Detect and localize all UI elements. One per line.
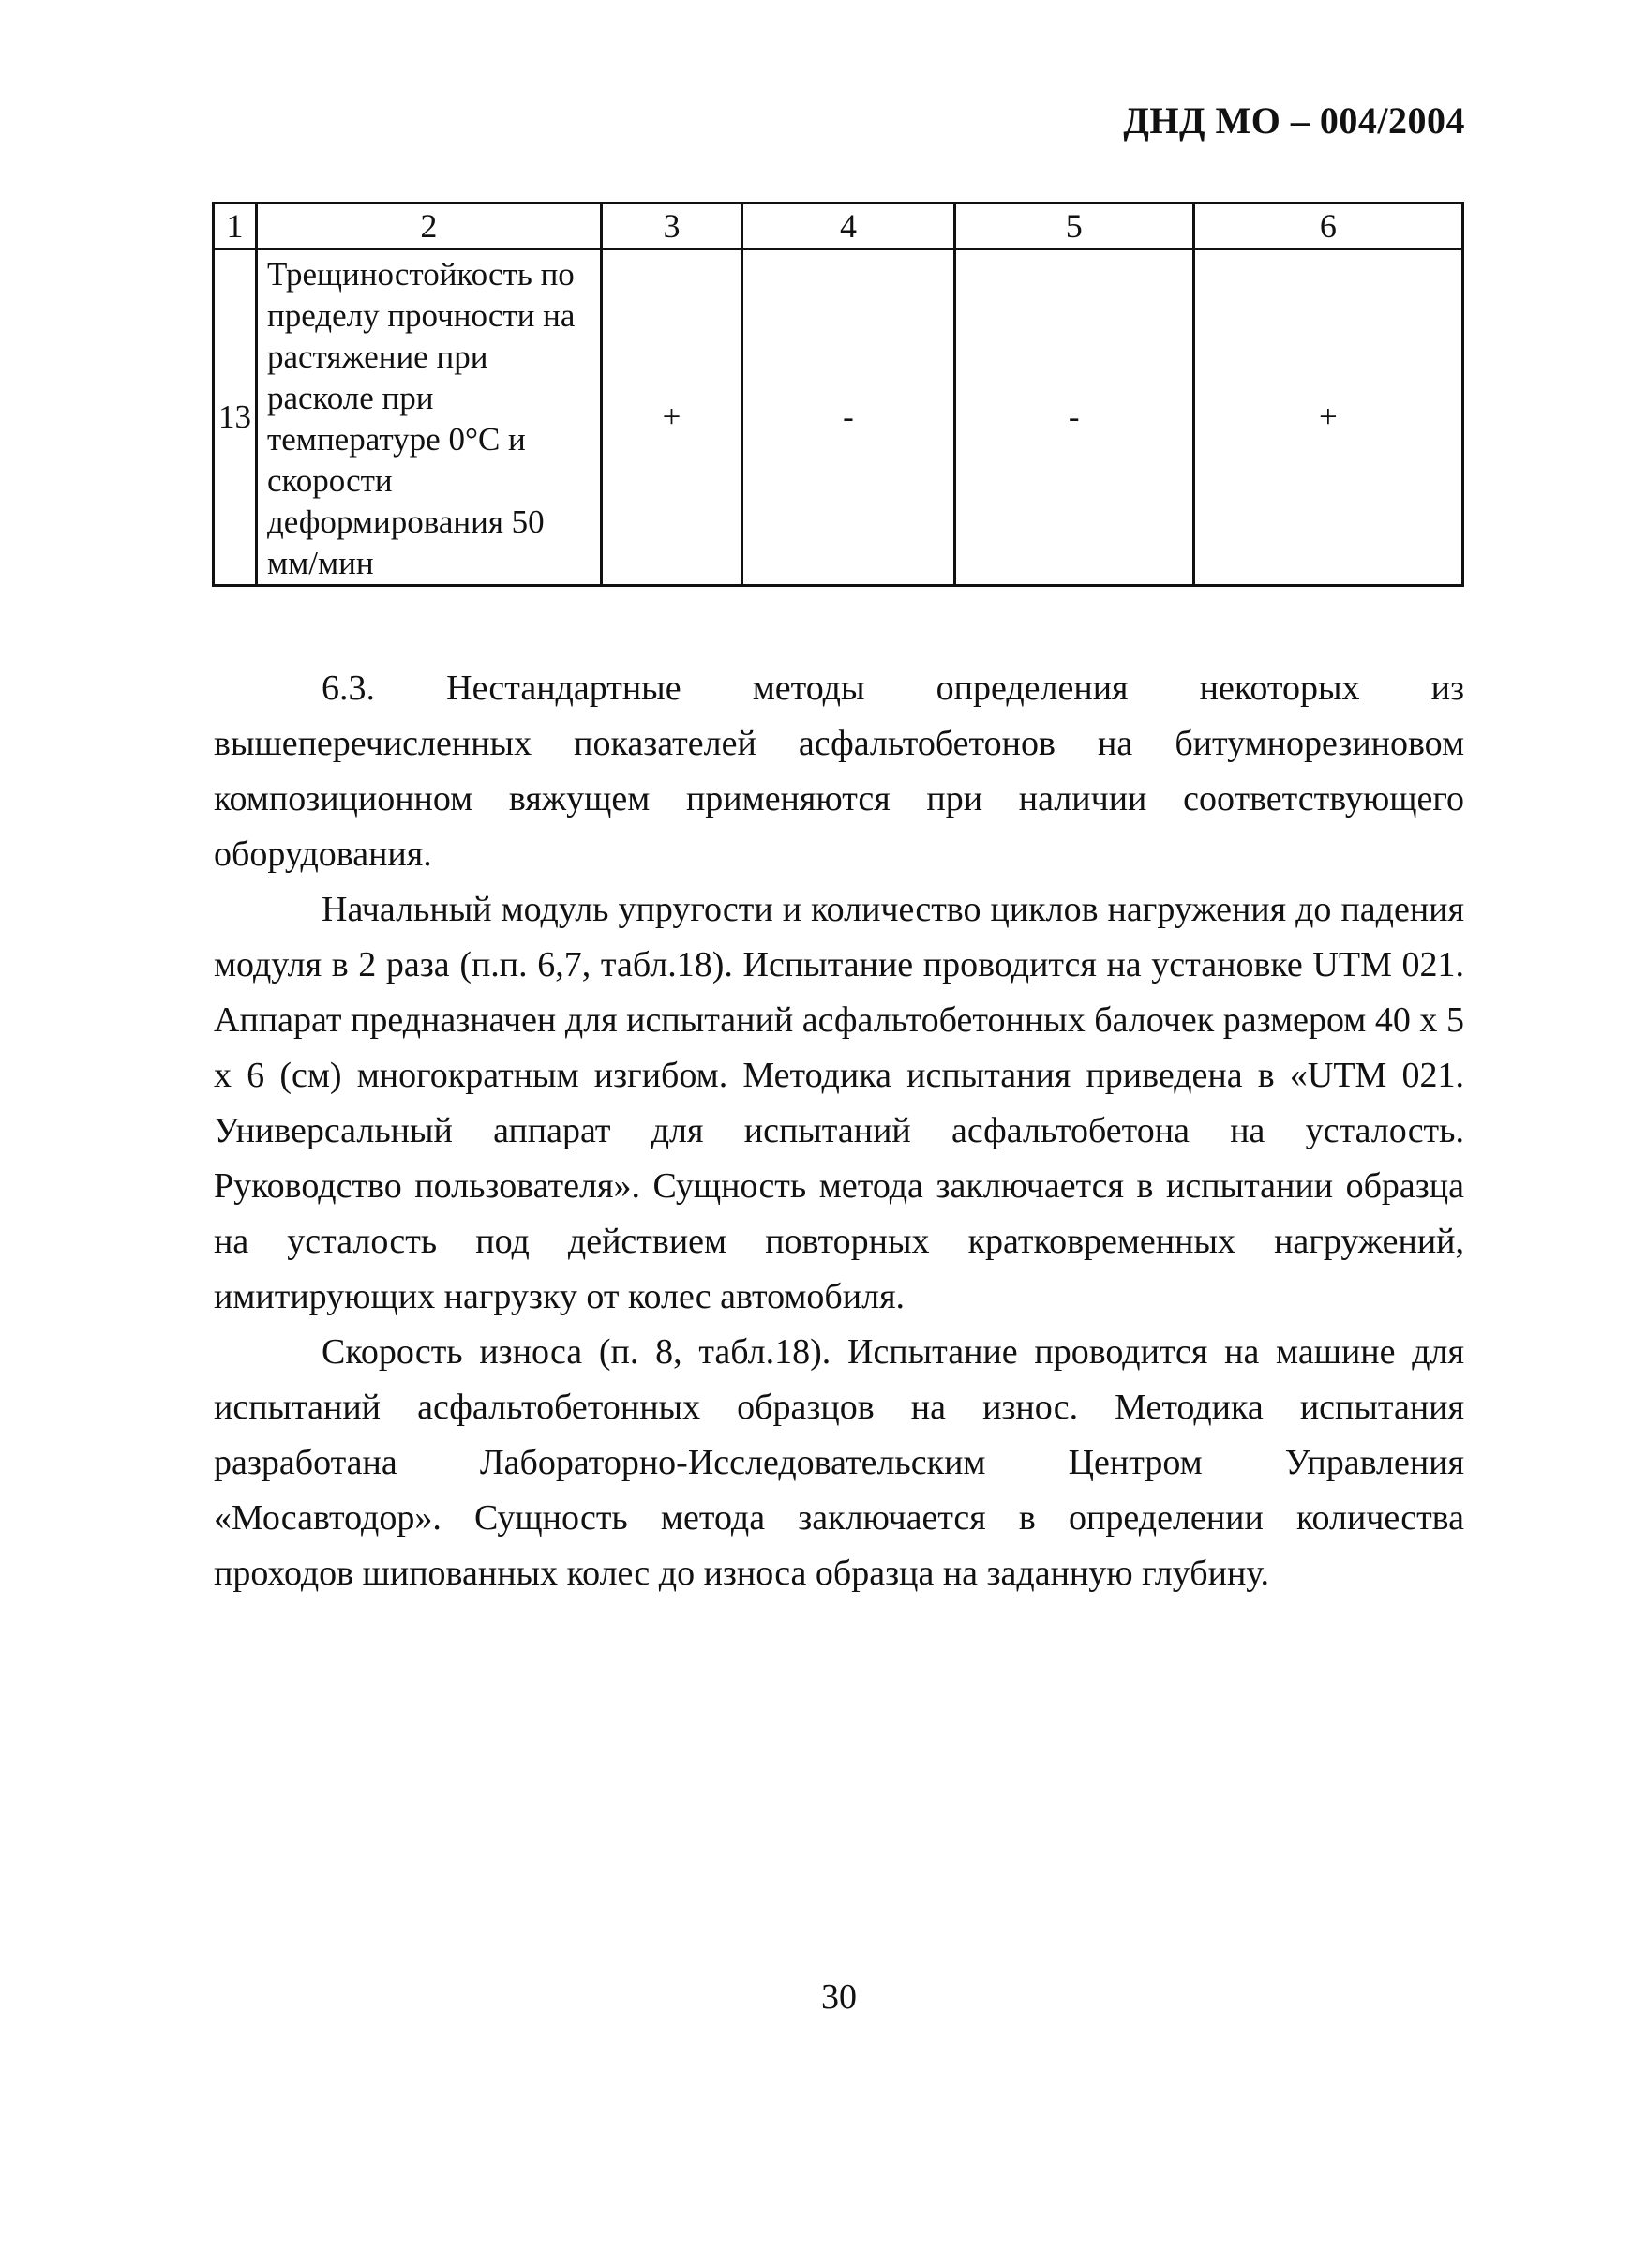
paragraph: 6.3. Нестандартные методы определения некоторых из вышеперечисленных показателей асфальтобетонов на битумнорезиновом композиционном вяжущем применяются при наличии соответствующего оборудования. bbox=[214, 668, 1464, 874]
column-header: 3 bbox=[601, 203, 742, 249]
row-number-cell: 13 bbox=[214, 249, 257, 586]
column-header: 6 bbox=[1193, 203, 1462, 249]
row-description-cell: Трещиностойкость по пределу прочности на растяжение при расколе при температуре 0°С и скорости деформирования 50 мм/мин bbox=[256, 249, 601, 586]
table-cell: + bbox=[1193, 249, 1462, 586]
column-header: 5 bbox=[954, 203, 1193, 249]
column-header: 4 bbox=[742, 203, 954, 249]
table-row bbox=[214, 249, 1463, 586]
column-header: 2 bbox=[256, 203, 601, 249]
body-text bbox=[214, 661, 1464, 1601]
paragraph: Начальный модуль упругости и количество циклов нагружения до падения модуля в 2 раза (п.п. 6,7, табл.18). Испытание проводится на установке UTM 021. Аппарат предназначен для испытаний асфальтобетонных балочек размером 40 х 5 х 6 (см) многократным изгибом. Методика испытания приведена в «UTM 021. Универсальный аппарат для испытаний асфальтобетона на усталость. Руководство пользователя». Сущность метода заключается в испытании образца на усталость под действием повторных кратковременных нагружений, имитирующих нагрузку от колес автомобиля. bbox=[214, 890, 1464, 1316]
table-cell: - bbox=[954, 249, 1193, 586]
column-header: 1 bbox=[214, 203, 257, 249]
requirements-table bbox=[212, 202, 1464, 587]
page-number: 30 bbox=[821, 1977, 857, 2017]
table-cell: - bbox=[742, 249, 954, 586]
paragraph: Скорость износа (п. 8, табл.18). Испытание проводится на машине для испытаний асфальтобетонных образцов на износ. Методика испытания разработана Лабораторно-Исследовательским Центром Управления «Мосавтодор». Сущность метода заключается в определении количества проходов шипованных колес до износа образца на заданную глубину. bbox=[214, 1332, 1464, 1593]
table-cell: + bbox=[601, 249, 742, 586]
table-header-row bbox=[214, 203, 1463, 249]
document-code: ДНД МО – 004/2004 bbox=[1123, 99, 1465, 142]
